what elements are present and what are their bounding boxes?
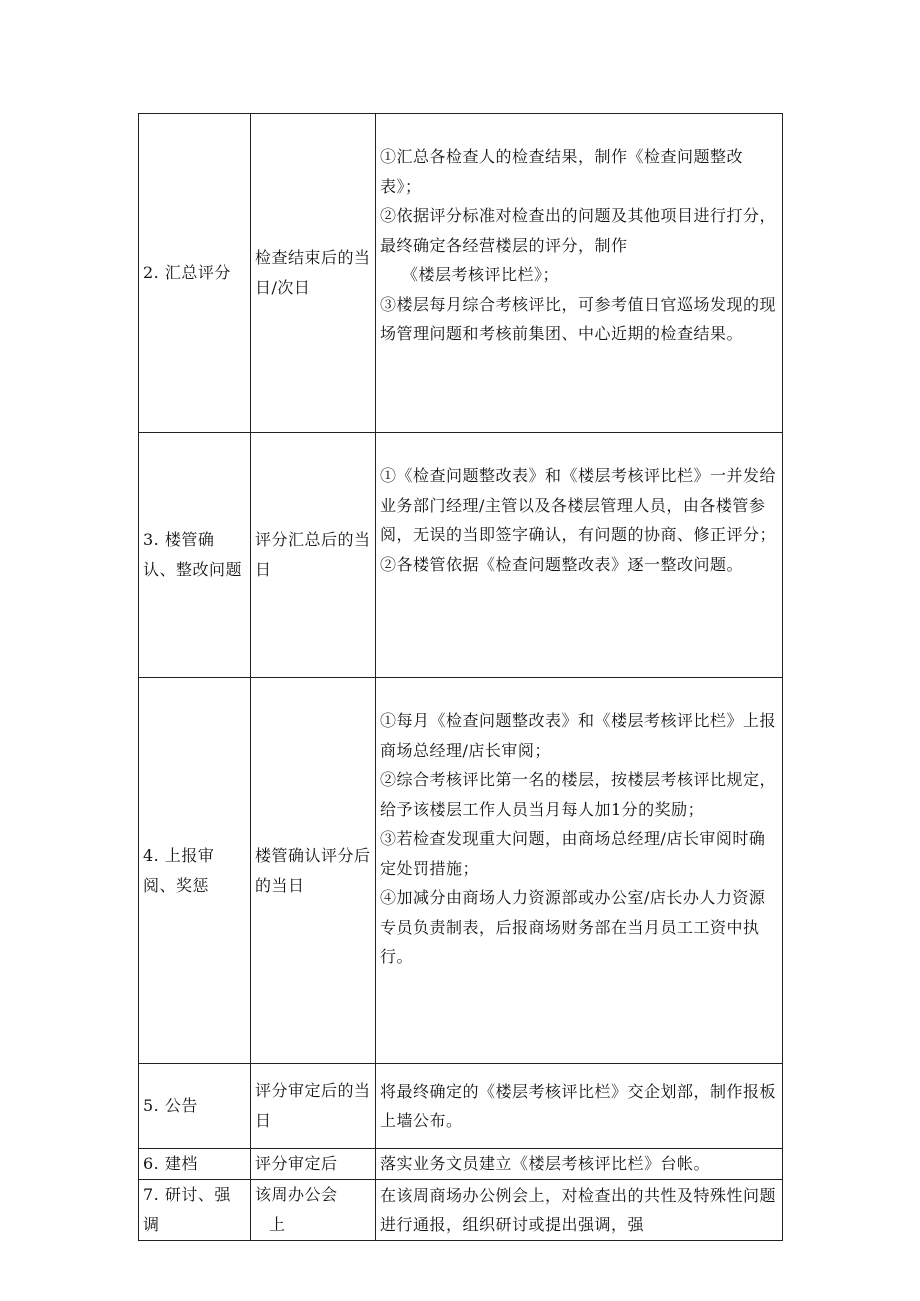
table-row	[139, 1180, 783, 1241]
content-cell	[376, 678, 783, 1064]
table-row	[139, 678, 783, 1064]
content-line: 将最终确定的《楼层考核评比栏》交企划部，制作报板上墙公布。	[380, 1081, 777, 1130]
time-cell: 评分审定后	[251, 1149, 376, 1180]
step-cell: 6. 建档	[139, 1149, 251, 1180]
time-cell: 楼管确认评分后的当日	[251, 678, 376, 1064]
table-row	[139, 1149, 783, 1180]
content-line: ②综合考核评比第一名的楼层，按楼层考核评比规定，给予该楼层工作人员当月每人加1分的奖励；	[380, 770, 777, 819]
content-line: ①《检查问题整改表》和《楼层考核评比栏》一并发给业务部门经理/主管以及各楼层管理人员，由各楼管参阅，无误的当即签字确认，有问题的协商、修正评分；	[380, 466, 777, 544]
procedure-table	[138, 113, 782, 1241]
step-cell: 2. 汇总评分	[139, 114, 251, 433]
content-line: 《楼层考核评比栏》；	[402, 265, 560, 284]
time-cell: 评分汇总后的当日	[251, 433, 376, 678]
content-line: ④加减分由商场人力资源部或办公室/店长办人力资源专员负责制表，后报商场财务部在当月员工工资中执行。	[380, 888, 766, 966]
time-text: 该周办公会	[255, 1185, 338, 1204]
table-row	[139, 1064, 783, 1149]
step-cell: 5. 公告	[139, 1064, 251, 1149]
content-line: ③若检查发现重大问题，由商场总经理/店长审阅时确定处罚措施；	[380, 829, 766, 878]
content-line: ②各楼管依据《检查问题整改表》逐一整改问题。	[380, 554, 744, 574]
content-line: 在该周商场办公例会上，对检查出的共性及特殊性问题进行通报，组织研讨或提出强调，强	[380, 1185, 777, 1234]
content-cell	[376, 433, 783, 678]
time-cell: 评分审定后的当日	[251, 1064, 376, 1149]
content-cell	[376, 114, 783, 433]
content-cell	[376, 1149, 783, 1180]
content-line: ①汇总各检查人的检查结果，制作《检查问题整改表》；	[380, 147, 744, 196]
content-cell	[376, 1180, 783, 1241]
step-cell: 3. 楼管确认、整改问题	[139, 433, 251, 678]
procedure-table-grid	[138, 113, 783, 1241]
content-cell	[376, 1064, 783, 1149]
time-text-continued: 上	[269, 1215, 286, 1234]
step-cell: 7. 研讨、强调	[139, 1180, 251, 1241]
content-line: 落实业务文员建立《楼层考核评比栏》台帐。	[380, 1154, 711, 1174]
step-cell: 4. 上报审阅、奖惩	[139, 678, 251, 1064]
content-line: ①每月《检查问题整改表》和《楼层考核评比栏》上报商场总经理/店长审阅；	[380, 711, 777, 760]
table-row	[139, 433, 783, 678]
table-row	[139, 114, 783, 433]
content-line: ②依据评分标准对检查出的问题及其他项目进行打分，最终确定各经营楼层的评分，制作	[380, 206, 777, 255]
time-cell: 检查结束后的当日/次日	[251, 114, 376, 433]
content-line: ③楼层每月综合考核评比，可参考值日官巡场发现的现场管理问题和考核前集团、中心近期的检查结果。	[380, 294, 777, 343]
time-cell	[251, 1180, 376, 1241]
